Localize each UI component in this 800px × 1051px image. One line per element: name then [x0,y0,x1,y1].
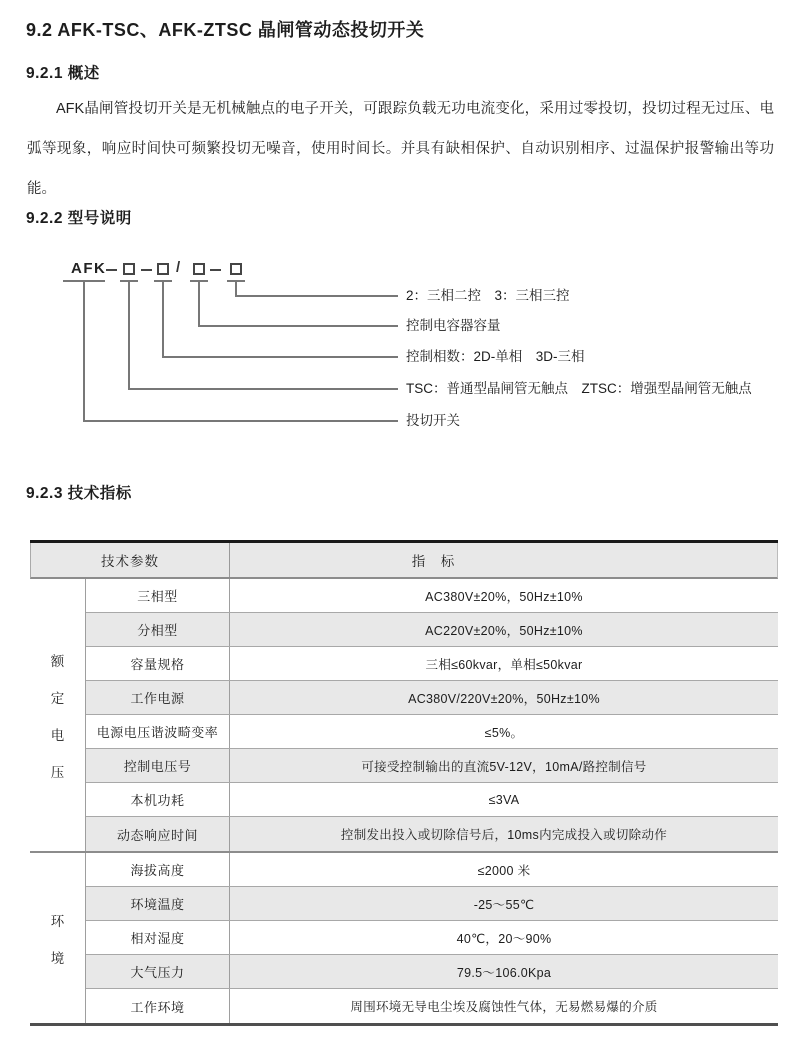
model-label: 投切开关 [406,413,460,428]
table-group-environment [30,853,778,1023]
param-cell: 电源电压谐波畸变率 [86,715,230,748]
table-row [86,647,778,681]
value-cell: 可接受控制输出的直流5V-12V，10mA/路控制信号 [361,759,647,774]
connector-line [162,280,164,358]
specs-table [30,540,778,1026]
param-cell: 控制电压号 [86,749,230,782]
slash-separator: / [176,259,181,276]
heading-overview: 9.2.1 概述 [26,65,100,82]
model-digit-box [123,263,135,275]
model-code-diagram [0,0,800,460]
group-rows [85,579,778,851]
param-cell: 海拔高度 [86,853,230,886]
table-row [86,613,778,647]
value-cell: -25～55℃ [473,897,535,912]
connector-line [198,325,398,327]
underline-tick [227,280,245,282]
connector-line [235,295,398,297]
group-label-char: 电 [50,727,65,743]
model-digit-box [230,263,242,275]
param-cell: 动态响应时间 [86,817,230,851]
table-row [86,853,778,887]
underline-tick [190,280,208,282]
model-label: 2：三相二控 3：三相三控 [406,288,570,303]
group-label-char: 额 [50,653,65,669]
value-cell: 三相≤60kvar，单相≤50kvar [425,657,583,672]
group-label-char: 环 [50,913,65,929]
value-cell: ≤3VA [488,792,520,807]
table-header-row [30,543,778,579]
underline-tick [63,280,105,282]
connector-line [128,388,398,390]
underline-tick [154,280,172,282]
value-cell: AC380V/220V±20%，50Hz±10% [408,691,600,706]
column-header-parameter: 技术参数 [31,543,230,577]
param-cell: 本机功耗 [86,783,230,816]
model-digit-box [193,263,205,275]
value-cell: AC220V±20%，50Hz±10% [425,623,583,638]
model-prefix: AFK [71,260,107,277]
group-rows [85,853,778,1023]
table-group-rated-voltage [30,579,778,853]
page-title: 9.2 AFK-TSC、AFK-ZTSC 晶闸管动态投切开关 [26,20,425,40]
param-cell: 工作环境 [86,989,230,1023]
table-row [86,921,778,955]
underline-tick [120,280,138,282]
param-cell: 工作电源 [86,681,230,714]
param-cell: 三相型 [86,579,230,612]
param-cell: 大气压力 [86,955,230,988]
connector-line [83,420,398,422]
table-row [86,715,778,749]
model-label: 控制相数：2D-单相 3D-三相 [406,349,585,364]
model-label: TSC：普通型晶闸管无触点 ZTSC：增强型晶闸管无触点 [406,381,752,396]
value-cell: 控制发出投入或切除信号后，10ms内完成投入或切除动作 [340,828,668,842]
connector-line [198,280,200,327]
column-header-value: 指 标 [411,554,456,569]
param-cell: 相对湿度 [86,921,230,954]
table-row [86,989,778,1023]
table-row [86,955,778,989]
connector-line [83,280,85,422]
value-cell: 79.5～106.0Kpa [456,965,552,980]
table-row [86,817,778,851]
value-cell: ≤2000 米 [477,863,531,878]
value-cell: 40℃，20～90% [456,931,552,946]
overview-paragraph: AFK晶闸管投切开关是无机械触点的电子开关，可跟踪负载无功电流变化，采用过零投切，投切过程无过压、电弧等现象，响应时间快可频繁投切无噪音，使用时间长。并具有缺相保护、自动识别相序、过温保护报警输出等功能。 [27,101,774,197]
table-row [86,579,778,613]
group-label-char: 压 [50,764,65,780]
param-cell: 容量规格 [86,647,230,680]
dash-separator [141,269,152,271]
value-cell: AC380V±20%，50Hz±10% [425,589,583,604]
model-label: 控制电容器容量 [406,318,501,333]
connector-line [128,280,130,390]
connector-line [162,356,398,358]
group-label-char: 境 [50,950,65,966]
heading-specs: 9.2.3 技术指标 [26,485,132,502]
value-cell: ≤5%。 [484,725,524,740]
table-row [86,681,778,715]
value-cell: 周围环境无导电尘埃及腐蚀性气体，无易燃易爆的介质 [350,1000,658,1014]
model-digit-box [157,263,169,275]
group-label-vertical [30,853,85,1023]
group-label-char: 定 [50,690,65,706]
table-row [86,887,778,921]
param-cell: 分相型 [86,613,230,646]
heading-model: 9.2.2 型号说明 [26,210,132,227]
table-row [86,783,778,817]
param-cell: 环境温度 [86,887,230,920]
group-label-vertical [30,579,85,851]
table-row [86,749,778,783]
connector-line [235,280,237,297]
dash-separator [210,269,221,271]
dash-separator [106,269,117,271]
